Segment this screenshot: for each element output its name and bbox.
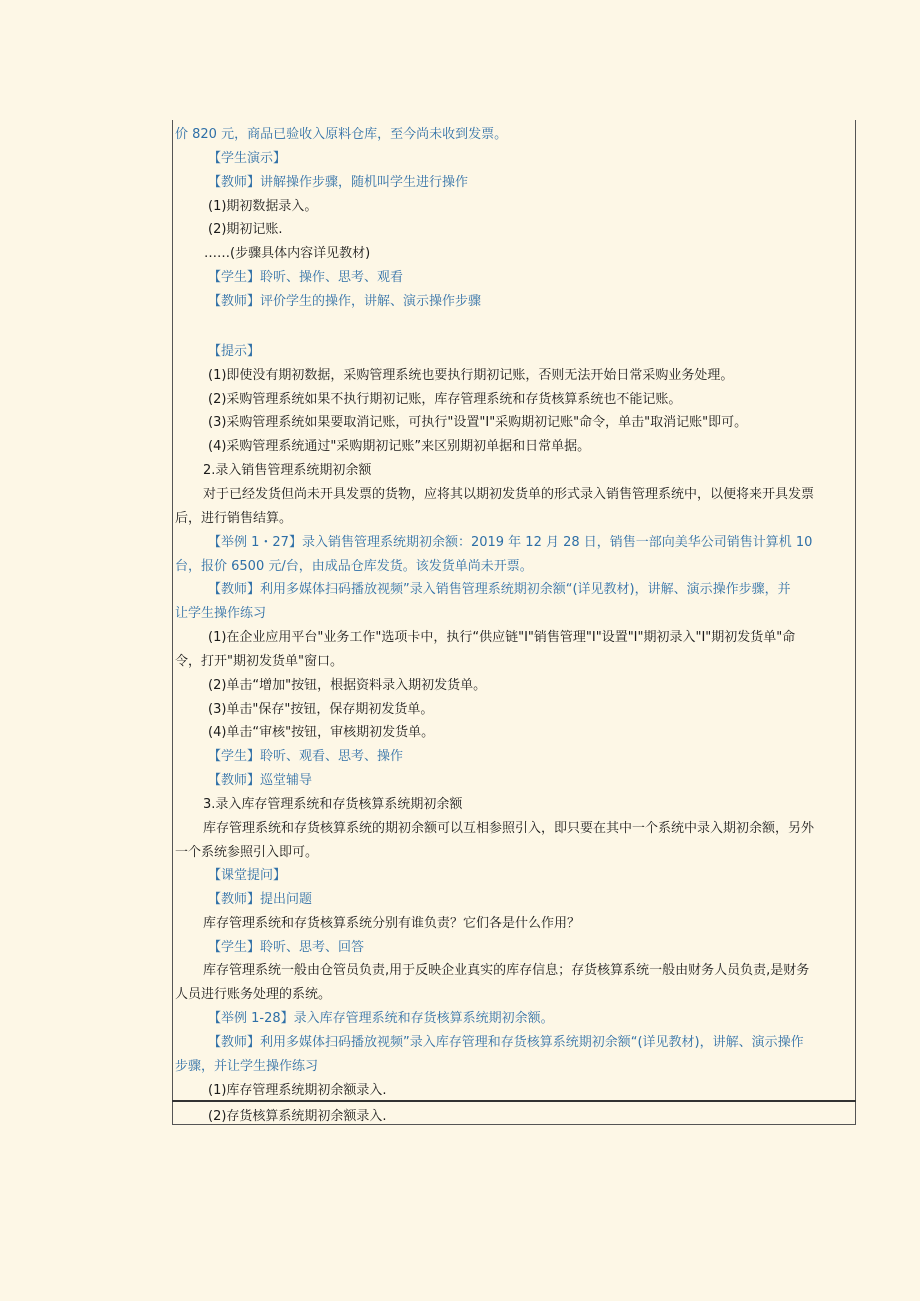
teacher-line: 【教师】提出问题 — [208, 892, 313, 907]
tip-line: (3)采购管理系统如果要取消记账，可执行"设置"I"采购期初记账"命令，单击"取消记账"即可。 — [208, 415, 748, 430]
teacher-line: 【教师】利用多媒体扫码播放视频”录入库存管理和存货核算系统期初余额“(详见教材)，讲解、演示操作 — [208, 1035, 804, 1050]
paragraph-line: 对于已经发货但尚未开具发票的货物，应将其以期初发货单的形式录入销售管理系统中，以便将来开具发票 — [203, 487, 815, 502]
paragraph-line: 库存管理系统和存货核算系统的期初余额可以互相参照引入，即只要在其中一个系统中录入期初余额，另外 — [203, 821, 815, 836]
tip-line: (2)采购管理系统如果不执行期初记账，库存管理系统和存货核算系统也不能记账。 — [208, 392, 682, 407]
step-line: (1)库存管理系统期初余额录入. — [208, 1083, 387, 1098]
answer-line: 库存管理系统一般由仓管员负责,用于反映企业真实的库存信息；存货核算系统一般由财务人员负责,是财务 — [203, 963, 810, 978]
answer-line: 人员进行账务处理的系统。 — [175, 987, 332, 1002]
row-divider — [172, 1100, 856, 1102]
section-label-student-demo: 【学生演示】 — [208, 151, 287, 166]
teacher-line: 【教师】讲解操作步骤，随机叫学生进行操作 — [208, 175, 469, 190]
step-line: (2)存货核算系统期初余额录入. — [208, 1109, 387, 1124]
paragraph-line: 一个系统参照引入即可。 — [175, 845, 319, 860]
paragraph-line: 后，进行销售结算。 — [175, 511, 293, 526]
example-line: 【举例 1-28】录入库存管理系统和存货核算系统期初余额。 — [208, 1011, 554, 1026]
student-line: 【学生】聆听、观看、思考、操作 — [208, 749, 404, 764]
step-line: 令，打开"期初发货单"窗口。 — [175, 654, 343, 669]
step-line: (2)期初记账. — [208, 222, 283, 237]
question-line: 库存管理系统和存货核算系统分别有谁负责？它们各是什么作用？ — [203, 916, 581, 931]
tip-line: (4)采购管理系统通过"采购期初记账”来区别期初单据和日常单据。 — [208, 439, 591, 454]
section-heading: 3.录入库存管理系统和存货核算系统期初余额 — [203, 797, 463, 812]
teacher-line: 【教师】利用多媒体扫码播放视频”录入销售管理系统期初余额“(详见教材)，讲解、演示操作步骤，并 — [208, 582, 791, 597]
step-line: (4)单击“审核"按钮，审核期初发货单。 — [208, 725, 435, 740]
teacher-line: 步骤，并让学生操作练习 — [175, 1059, 319, 1074]
teacher-line: 【教师】巡堂辅导 — [208, 773, 313, 788]
step-line: (1)期初数据录入。 — [208, 199, 318, 214]
example-line: 【举例 1・27】录入销售管理系统期初余额：2019 年 12 月 28 日，销售一部向美华公司销售计算机 10 — [208, 535, 813, 550]
step-line: ……(步骤具体内容详见教材) — [204, 246, 371, 261]
student-line: 【学生】聆听、思考、回答 — [208, 940, 365, 955]
tip-line: (1)即使没有期初数据，采购管理系统也要执行期初记账，否则无法开始日常采购业务处理。 — [208, 368, 734, 383]
student-line: 【学生】聆听、操作、思考、观看 — [208, 270, 404, 285]
step-line: (3)单击"保存"按钮，保存期初发货单。 — [208, 702, 434, 717]
step-line: (2)单击“增加"按钮，根据资料录入期初发货单。 — [208, 678, 487, 693]
teacher-line: 让学生操作练习 — [175, 606, 267, 621]
example-line: 台，报价 6500 元/台，由成品仓库发货。该发货单尚未开票。 — [175, 559, 533, 574]
section-label-tip: 【提示】 — [208, 344, 261, 359]
text-line: 价 820 元，商品已验收入原料仓库，至今尚未收到发票。 — [175, 127, 508, 142]
step-line: (1)在企业应用平台"业务工作"选项卡中，执行“供应链"I"销售管理"I"设置"I"期初录入"I"期初发货单"命 — [208, 630, 796, 645]
teacher-line: 【教师】评价学生的操作，讲解、演示操作步骤 — [208, 294, 482, 309]
section-heading: 2.录入销售管理系统期初余额 — [203, 463, 372, 478]
section-label-question: 【课堂提问】 — [208, 868, 287, 883]
